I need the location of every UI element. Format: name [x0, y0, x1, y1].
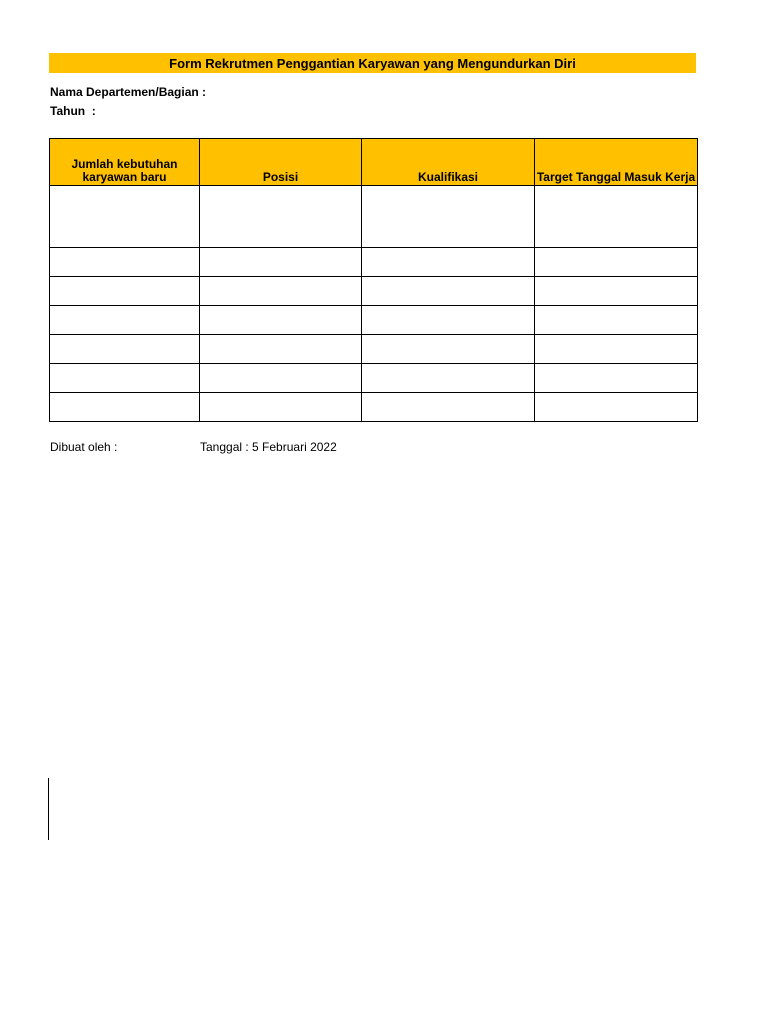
table-cell[interactable]: [200, 186, 362, 248]
header-jumlah-kebutuhan: Jumlah kebutuhan karyawan baru: [50, 139, 200, 186]
table-cell[interactable]: [362, 364, 535, 393]
table-cell[interactable]: [200, 248, 362, 277]
table-cell[interactable]: [362, 277, 535, 306]
form-title: Form Rekrutmen Penggantian Karyawan yang Mengundurkan Diri: [49, 53, 696, 73]
table-row: [50, 277, 698, 306]
table-row: [50, 306, 698, 335]
table-cell[interactable]: [200, 277, 362, 306]
table-cell[interactable]: [200, 364, 362, 393]
table-header-row: [50, 139, 698, 186]
table-cell[interactable]: [535, 277, 698, 306]
year-label: Tahun :: [50, 104, 96, 118]
table-row: [50, 335, 698, 364]
header-target-tanggal: Target Tanggal Masuk Kerja: [535, 139, 698, 186]
table-row: [50, 248, 698, 277]
date-label: Tanggal : 5 Februari 2022: [200, 440, 337, 454]
table-row: [50, 364, 698, 393]
table-cell[interactable]: [50, 186, 200, 248]
table-cell[interactable]: [535, 306, 698, 335]
header-posisi: Posisi: [200, 139, 362, 186]
table-cell[interactable]: [535, 248, 698, 277]
department-label: Nama Departemen/Bagian :: [50, 85, 207, 99]
table-cell[interactable]: [50, 306, 200, 335]
table-cell[interactable]: [50, 393, 200, 422]
table-row: [50, 186, 698, 248]
table-cell[interactable]: [200, 335, 362, 364]
made-by-label: Dibuat oleh :: [50, 440, 118, 454]
table-cell[interactable]: [200, 306, 362, 335]
table-cell[interactable]: [535, 186, 698, 248]
table-cell[interactable]: [535, 393, 698, 422]
header-kualifikasi: Kualifikasi: [362, 139, 535, 186]
table-cell[interactable]: [362, 248, 535, 277]
table-cell[interactable]: [50, 364, 200, 393]
table-cell[interactable]: [535, 364, 698, 393]
table-row: [50, 393, 698, 422]
margin-rule: [48, 778, 49, 840]
table-cell[interactable]: [50, 248, 200, 277]
table-cell[interactable]: [362, 306, 535, 335]
table-cell[interactable]: [50, 335, 200, 364]
table-cell[interactable]: [362, 393, 535, 422]
table-cell[interactable]: [362, 186, 535, 248]
recruitment-table: [49, 138, 698, 422]
table-cell[interactable]: [200, 393, 362, 422]
table-cell[interactable]: [50, 277, 200, 306]
table-cell[interactable]: [362, 335, 535, 364]
table-cell[interactable]: [535, 335, 698, 364]
